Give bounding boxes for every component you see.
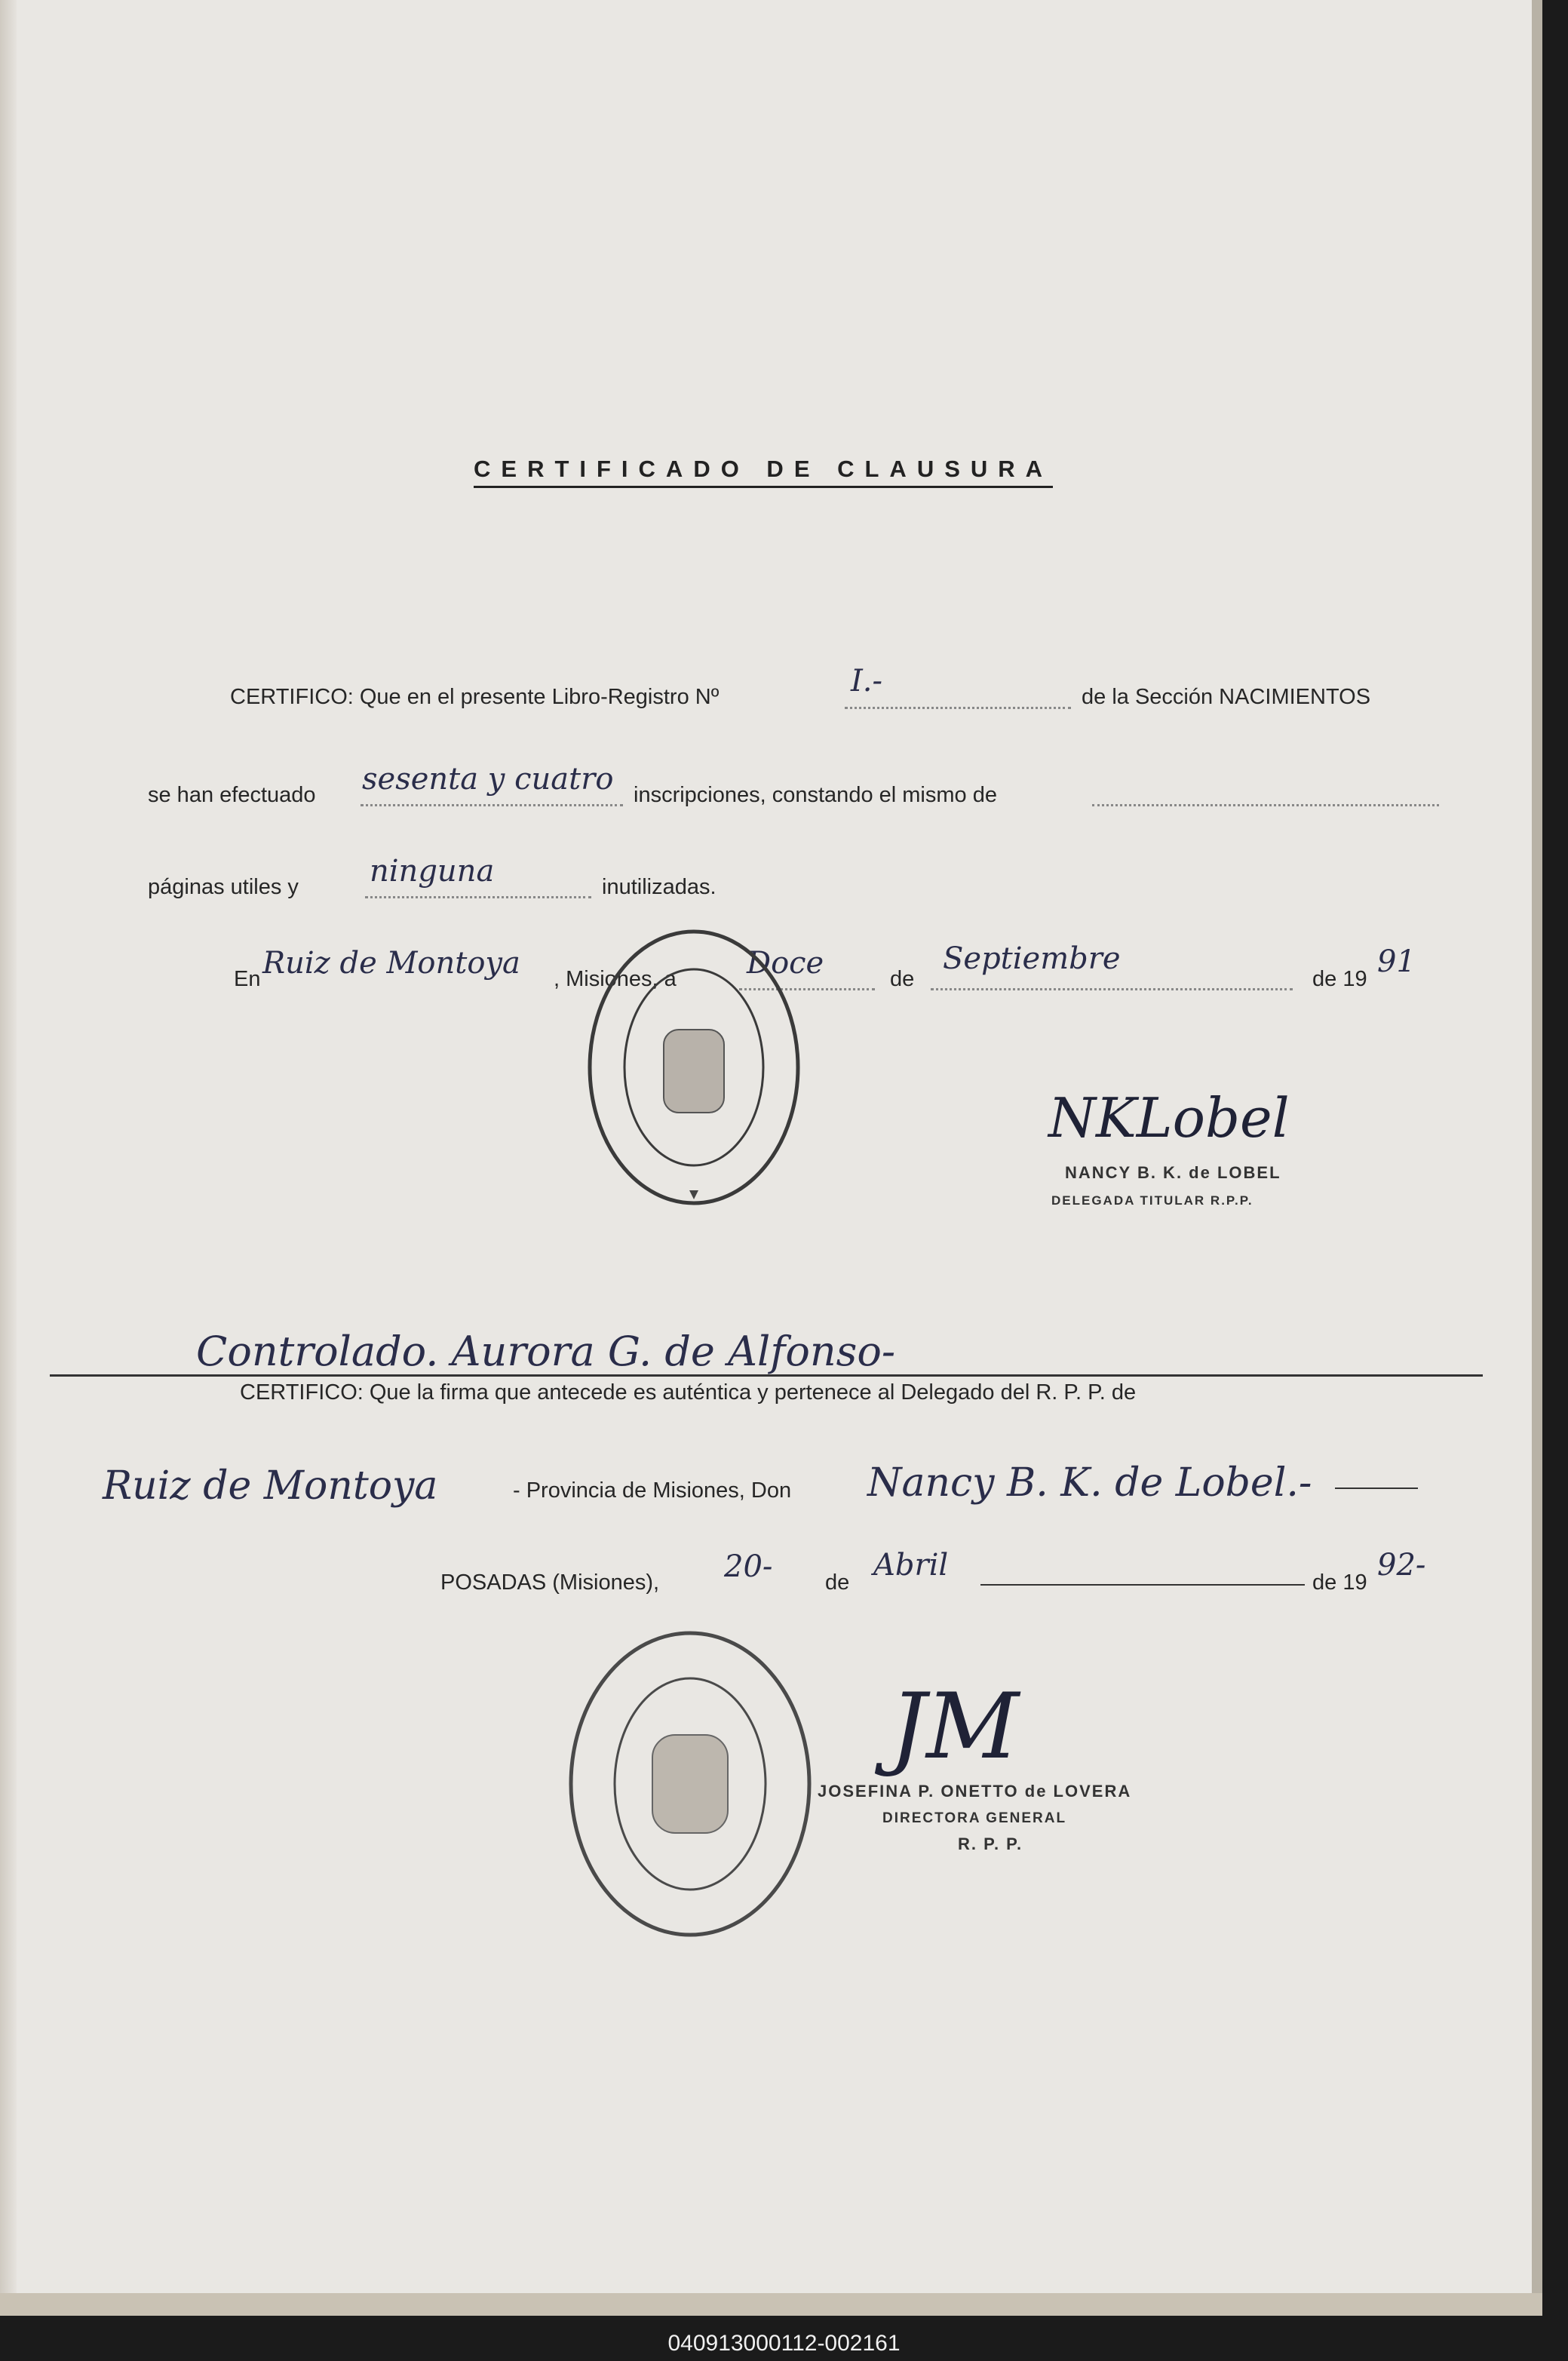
cert1-year-prefix: de 19 xyxy=(1312,967,1367,991)
cert2-signer-name: JOSEFINA P. ONETTO de LOVERA xyxy=(818,1782,1132,1801)
cert1-book-number: I.- xyxy=(851,664,883,698)
cert1-signature: NKLobel xyxy=(1048,1086,1290,1150)
cert2-line2-mid: - Provincia de Misiones, Don xyxy=(513,1478,792,1503)
cert1-line2-prefix: se han efectuado xyxy=(148,783,316,807)
cert1-line4-prefix: En xyxy=(234,967,261,991)
cert2-line1: CERTIFICO: Que la firma que antecede es auténtica y pertenece al Delegado del R. P. P. de xyxy=(240,1380,1137,1405)
cert1-unused-dots xyxy=(365,896,591,898)
cert1-signer-name: NANCY B. K. de LOBEL xyxy=(1065,1163,1281,1182)
cert2-month: Abril xyxy=(873,1548,949,1583)
page-title: CERTIFICADO DE CLAUSURA xyxy=(474,456,1053,488)
cert1-line1-prefix: CERTIFICO: Que en el presente Libro-Registro Nº xyxy=(230,685,720,709)
cert2-signature: JM xyxy=(890,1675,1019,1779)
cert1-pages-dots xyxy=(1092,804,1439,806)
cert1-inscription-count: sesenta y cuatro xyxy=(362,762,614,797)
cert2-day: 20- xyxy=(724,1549,773,1584)
cert1-month-dots xyxy=(931,988,1293,990)
book-spine xyxy=(0,0,17,2316)
footer-id: 040913000112-002161 xyxy=(667,2331,901,2356)
cert1-line2-suffix: inscripciones, constando el mismo de xyxy=(634,783,997,807)
cert1-count-dots xyxy=(361,804,623,806)
cert2-delegate-name: Nancy B. K. de Lobel.- xyxy=(867,1460,1312,1506)
delegation-stamp xyxy=(581,924,807,1211)
cert1-month: Septiembre xyxy=(943,941,1121,976)
cert1-unused-pages: ninguna xyxy=(370,854,495,889)
cert2-line3-de: de xyxy=(825,1570,850,1595)
cert1-year: 91 xyxy=(1377,944,1416,979)
cert1-number-dots xyxy=(845,707,1071,709)
cert1-line4-de: de xyxy=(890,967,915,991)
direction-stamp xyxy=(562,1622,818,1946)
cert1-day: Doce xyxy=(747,946,824,981)
cert1-line3-suffix: inutilizadas. xyxy=(602,875,716,899)
cert1-place: Ruiz de Montoya xyxy=(262,946,520,981)
cert1-signer-title: DELEGADA TITULAR R.P.P. xyxy=(1051,1193,1253,1208)
cert2-signer-title1: DIRECTORA GENERAL xyxy=(882,1810,1067,1826)
cert2-month-line xyxy=(980,1584,1305,1586)
book-bottom-edge xyxy=(0,2293,1542,2316)
cert2-signer-title2: R. P. P. xyxy=(958,1834,1023,1853)
cert2-place: Ruiz de Montoya xyxy=(103,1463,438,1509)
cert2-year-prefix: de 19 xyxy=(1312,1570,1367,1595)
section-divider xyxy=(50,1374,1483,1377)
cert1-line4-mid: , Misiones, a xyxy=(554,967,677,991)
cert1-line3-prefix: páginas utiles y xyxy=(148,875,299,899)
cert2-line3-prefix: POSADAS (Misiones), xyxy=(440,1570,660,1595)
cert2-name-line xyxy=(1335,1488,1418,1489)
cert2-year: 92- xyxy=(1377,1548,1426,1583)
controlled-note: Controlado. Aurora G. de Alfonso- xyxy=(196,1328,896,1375)
cert1-line1-suffix: de la Sección NACIMIENTOS xyxy=(1082,685,1371,709)
